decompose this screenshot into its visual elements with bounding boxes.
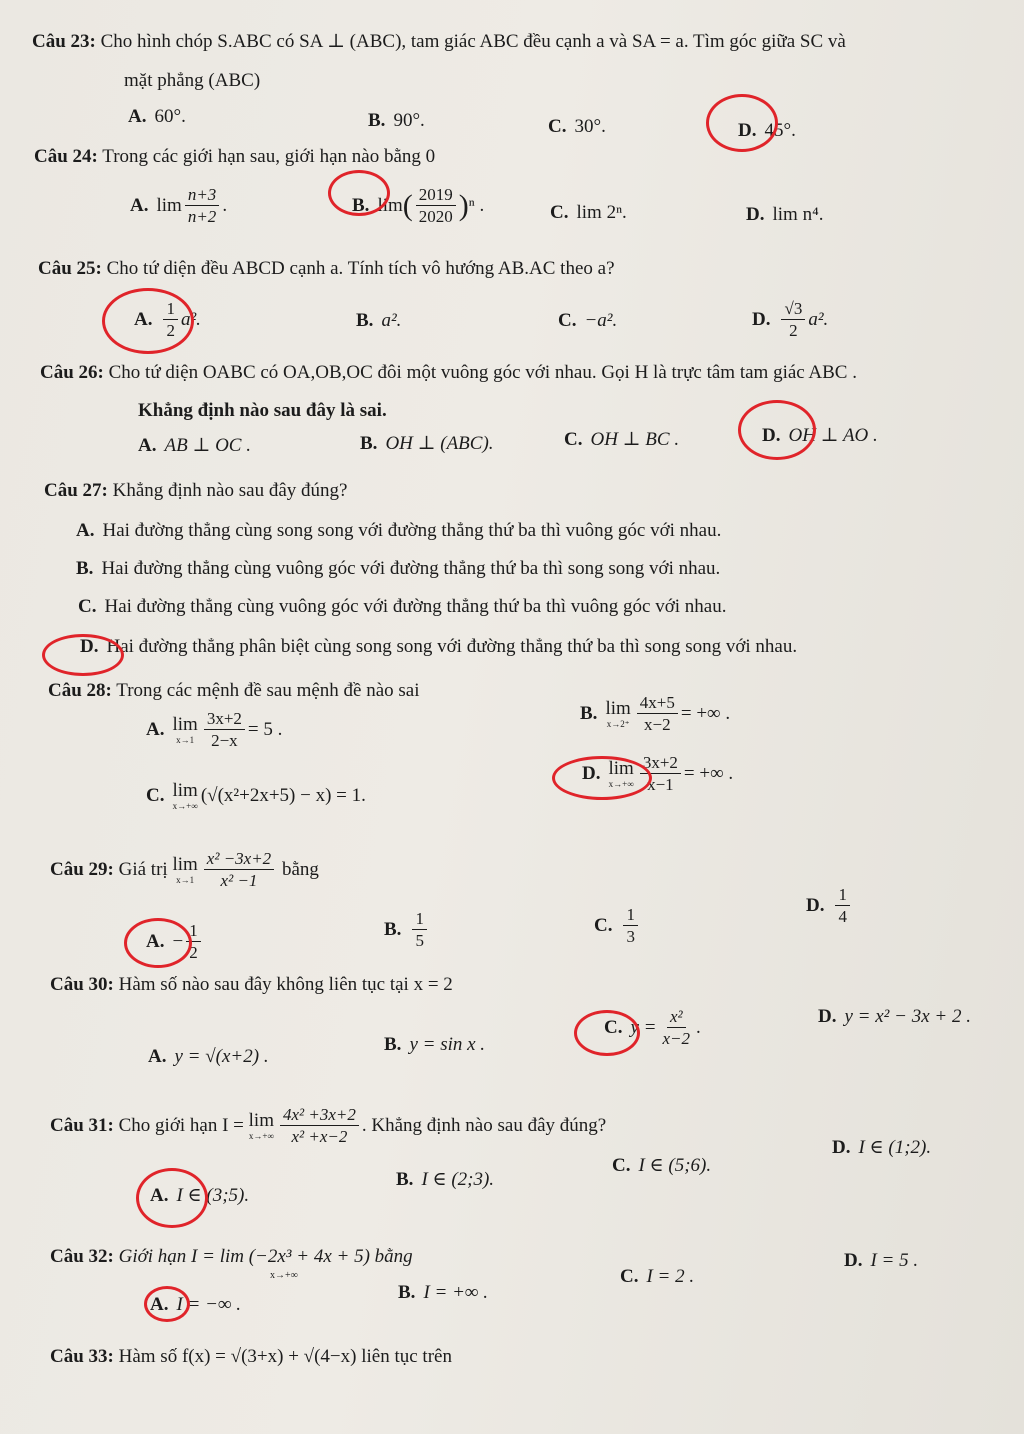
- option-b[interactable]: B. Hai đường thẳng cùng vuông góc với đường thẳng thứ ba thì song song với nhau.: [76, 558, 721, 579]
- option-a[interactable]: A. lim x→1 $\frac{3x+2}{2-x}$ = 5 .: [146, 709, 283, 750]
- option-b[interactable]: B. $\frac{1}{5}$: [384, 908, 430, 951]
- option-c[interactable]: C. Hai đường thẳng cùng vuông góc với đường thẳng thứ ba thì vuông góc với nhau.: [78, 596, 727, 617]
- option-c[interactable]: C. I ∈ (5;6).: [612, 1154, 712, 1176]
- option-a[interactable]: A. − $\frac{1}{2}$: [146, 920, 204, 963]
- answer-circle: [328, 170, 390, 216]
- option-b[interactable]: B. OH ⊥ (ABC).: [360, 432, 494, 454]
- option-d[interactable]: D. $\frac{1}{4}$: [806, 884, 853, 927]
- option-d[interactable]: D. $\frac{√3}{2}$ a².: [752, 299, 829, 340]
- option-c[interactable]: C. 30°.: [548, 116, 606, 137]
- option-a[interactable]: A. I = −∞ .: [150, 1294, 241, 1315]
- option-a[interactable]: A. AB ⊥ OC .: [138, 434, 251, 456]
- option-d[interactable]: D. I ∈ (1;2).: [832, 1136, 932, 1158]
- option-a[interactable]: A. 60°.: [128, 106, 186, 127]
- option-d[interactable]: D. I = 5 .: [844, 1250, 919, 1271]
- option-d[interactable]: D. lim n⁴.: [746, 204, 824, 225]
- answer-circle: [144, 1286, 190, 1322]
- option-a[interactable]: A. $\frac{1}{2}$ a².: [134, 299, 201, 340]
- option-c[interactable]: C. lim 2ⁿ.: [550, 202, 627, 223]
- option-a[interactable]: A. I ∈ (3;5).: [150, 1184, 250, 1206]
- question-stem: Câu 31: Cho giới hạn I = lim x→+∞ $\frac{\text{4x² +3x+2}}{\text{x² +x−2}}$ . Khẳng định nào sau đây đúng?: [50, 1105, 607, 1146]
- question-stem: Câu 26: Cho tứ diện OABC có OA,OB,OC đôi một vuông góc với nhau. Gọi H là trực tâm tam giác ABC .: [40, 362, 857, 383]
- option-b[interactable]: B. 90°.: [368, 110, 425, 131]
- question-stem: Câu 24: Trong các giới hạn sau, giới hạn nào bằng 0: [34, 146, 436, 167]
- option-d[interactable]: D. OH ⊥ AO .: [762, 424, 878, 446]
- option-c[interactable]: C. lim x→+∞ (√(x²+2x+5) − x) = 1.: [146, 780, 366, 811]
- answer-circle: [552, 756, 652, 800]
- option-b[interactable]: B. I ∈ (2;3).: [396, 1168, 495, 1190]
- option-d[interactable]: D. Hai đường thẳng phân biệt cùng song song với đường thẳng thứ ba thì song song với nhau.: [80, 636, 798, 657]
- option-d[interactable]: D. 45°.: [738, 120, 796, 141]
- question-stem: Câu 28: Trong các mệnh đề sau mệnh đề nào sai: [48, 680, 420, 701]
- option-c[interactable]: C. I = 2 .: [620, 1266, 695, 1287]
- answer-circle: [136, 1168, 208, 1228]
- option-c[interactable]: C. −a².: [558, 310, 618, 331]
- question-stem-line2: Khẳng định nào sau đây là sai.: [138, 400, 387, 421]
- option-b[interactable]: B. lim x→2⁺ $\frac{4x+5}{x-2}$ = +∞ .: [580, 693, 731, 734]
- answer-circle: [124, 918, 192, 968]
- question-stem-line2: mặt phẳng (ABC): [124, 70, 261, 91]
- option-c[interactable]: C. $\frac{1}{3}$: [594, 904, 641, 947]
- option-d[interactable]: D. lim x→+∞ $\frac{3x+2}{x-1}$ = +∞ .: [582, 753, 734, 794]
- option-b[interactable]: B. I = +∞ .: [398, 1282, 488, 1303]
- option-c[interactable]: C. y = $\frac{\text{x²}}{x-2}$ .: [604, 1007, 701, 1048]
- answer-circle: [738, 400, 816, 460]
- answer-circle: [706, 94, 778, 152]
- question-stem: Câu 25: Cho tứ diện đều ABCD cạnh a. Tính tích vô hướng AB.AC theo a?: [38, 258, 615, 279]
- question-stem: Câu 29: Giá trị lim x→1 $\frac{\text{x² −3x+2}}{\text{x² −1}}$ bằng: [50, 849, 319, 890]
- question-stem: Câu 23: Cho hình chóp S.ABC có SA ⊥ (ABC), tam giác ABC đều cạnh a và SA = a. Tìm góc giữa SC và: [32, 31, 846, 52]
- option-c[interactable]: C. OH ⊥ BC .: [564, 428, 680, 450]
- question-stem: Câu 32: Giới hạn I = lim (−2x³ + 4x + 5) bằng: [50, 1246, 413, 1267]
- limit-subscript: x→+∞: [270, 1270, 298, 1281]
- option-a[interactable]: A. Hai đường thẳng cùng song song với đường thẳng thứ ba thì vuông góc với nhau.: [76, 520, 722, 541]
- option-a[interactable]: A. lim $\frac{n+3}{n+2}$ .: [130, 185, 228, 226]
- option-b[interactable]: B. y = sin x .: [384, 1034, 486, 1055]
- question-stem: Câu 27: Khẳng định nào sau đây đúng?: [44, 480, 348, 501]
- question-stem: Câu 33: Hàm số f(x) = √(3+x) + √(4−x) liên tục trên: [50, 1346, 452, 1367]
- answer-circle: [574, 1010, 640, 1056]
- option-b[interactable]: B. a².: [356, 310, 402, 331]
- option-d[interactable]: D. y = x² − 3x + 2 .: [818, 1006, 971, 1027]
- option-a[interactable]: A. y = √(x+2) .: [148, 1046, 269, 1067]
- option-b[interactable]: B. lim ( $\frac{2019}{2020}$ ) ⁿ .: [352, 185, 485, 226]
- question-stem: Câu 30: Hàm số nào sau đây không liên tục tại x = 2: [50, 974, 453, 995]
- answer-circle: [42, 634, 124, 676]
- answer-circle: [102, 288, 194, 354]
